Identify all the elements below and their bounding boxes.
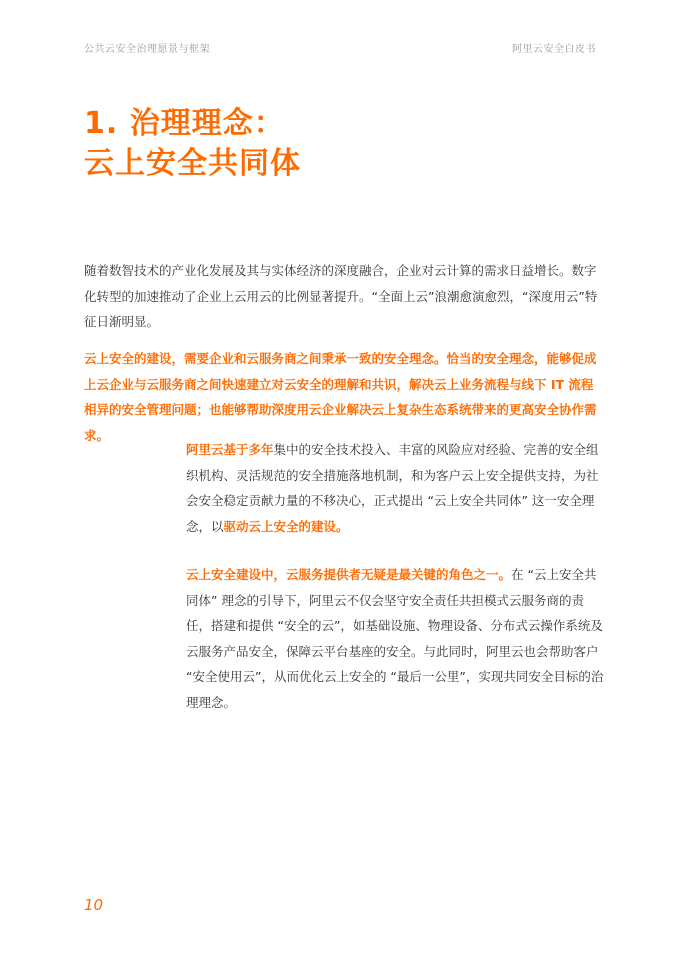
alibaba-cloud-paragraph [186,437,604,539]
body-text: 集中的安全技术投入、丰富的风险应对经验、完善的安全组织机构、灵活规范的安全措施落地机制，和为客户云上安全提供支持，为社会安全稳定贡献力量的不移决心，正式提出 “云上安全共同体” 这一安全理念，以 [186,442,599,534]
running-header-section: 公共云安全治理愿景与框架 [84,44,210,55]
intro-paragraph: 随着数智技术的产业化发展及其与实体经济的深度融合，企业对云计算的需求日益增长。数字化转型的加速推动了企业上云用云的比例显著提升。“全面上云”浪潮愈演愈烈，“深度用云”特征日渐明显。 [84,263,598,329]
page-number: 10 [84,896,104,914]
page-title [84,104,301,184]
title-line-2: 云上安全共同体 [84,146,301,181]
highlight-text: 阿里云基于多年 [186,442,274,457]
highlight-text: 云上安全建设中，云服务提供者无疑是最关键的角色之一。 [186,567,512,582]
body-text: 在 “云上安全共同体” 理念的引导下，阿里云不仅会坚守安全责任共担模式云服务商的责任，搭建和提供 “安全的云”，如基础设施、物理设备、分布式云操作系统及云服务产品安全，保障云平台基座的安全。与此同时，阿里云也会帮助客户 “安全使用云”，从而优化云上安全的 “最后一公里”，实现共同安全目标的治理理念。 [186,567,604,710]
cloud-provider-paragraph [186,562,604,715]
highlight-text: 驱动云上安全的建设。 [223,518,349,534]
running-header-document: 阿里云安全白皮书 [512,44,596,55]
highlight-paragraph: 云上安全的建设，需要企业和云服务商之间秉承一致的安全理念。恰当的安全理念，能够促成上云企业与云服务商之间快速建立对云安全的理解和共识，解决云上业务流程与线下 IT 流程相异的安全管理问题；也能够帮助深度用云企业解决云上复杂生态系统带来的更高安全协作需求。 [84,351,597,443]
title-line-1: 1. 治理理念： [84,106,285,141]
